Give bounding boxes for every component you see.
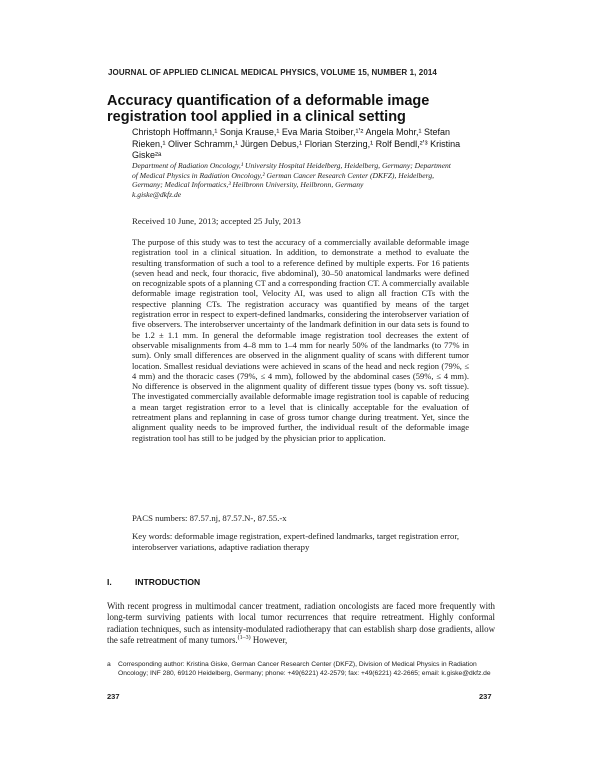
abstract: The purpose of this study was to test the accuracy of a commercially available deformable image registration tool in a clinical situation. In addition, to demonstrate a method to evaluate the resulting transformation of such a tool to a reference defined by multiple experts. For 16 patients (seven head and neck, four thoracic, five abdominal), 30–50 anatomical landmarks were defined on recognizable spots of a planning CT and a corresponding fraction CT. A commercially available deformable image registration tool, Velocity AI, was used to align all fraction CTs with the respective planning CTs. The registration accuracy was quantified by means of the target registration error in respect to expert-defined landmarks, considering the interobserver variation of five observers. The interobserver uncertainty of the landmark definition in our data sets is found to be 1.2 ± 1.1 mm. In general the deformable image registration tool decreases the extent of observable misalignments from 4–8 mm to 1–4 mm for nearly 50% of the landmarks (to 77% in sum). Only small differences are observed in the alignment quality of scans with different tumor location. Smallest residual deviations were achieved in scans of the head and neck region (79%, ≤ 4 mm) and the thoracic cases (79%, ≤ 4 mm), followed by the abdominal cases (59%, ≤ 4 mm). No difference is observed in the alignment quality of different tissue types (bony vs. soft tissue). The investigated commercially available deformable image registration tool is capable of reducing a mean target registration error to a level that is clinically acceptable for the evaluation of retreatment plans and replanning in case of gross tumor change during treatment. Yet, since the alignment quality needs to be improved further, the individual result of the deformable image registration tool has still to be judged by the physician prior to application. bbox=[132, 237, 469, 443]
section-title: INTRODUCTION bbox=[135, 577, 201, 587]
footnote-text: Corresponding author: Kristina Giske, German Cancer Research Center (DKFZ), Division of Medical Physics in Radiation Oncology; INF 280, 69120 Heidelberg, Germany; phone: +49(6221) 42-2579; fax: +49(6221) 42-2665; email: k.giske@dkfz.de bbox=[118, 661, 491, 678]
keywords: Key words: deformable image registration, expert-defined landmarks, target registration error, interobserver variations, adaptive radiation therapy bbox=[132, 531, 460, 552]
author-list: Christoph Hoffmann,¹ Sonja Krause,¹ Eva Maria Stoiber,¹ʼ² Angela Mohr,¹ Stefan Rieken,¹ Oliver Schramm,¹ Jürgen Debus,¹ Florian Sterzing,¹ Rolf Bendl,²ʼ³ Kristina Giske²ᵃ bbox=[132, 127, 461, 160]
journal-header: JOURNAL OF APPLIED CLINICAL MEDICAL PHYSICS, VOLUME 15, NUMBER 1, 2014 bbox=[108, 68, 437, 77]
citation-ref[interactable]: (1–3) bbox=[237, 634, 251, 641]
corresponding-author-footnote bbox=[107, 660, 495, 678]
footnote-mark: a bbox=[107, 661, 111, 668]
contact-email[interactable]: k.giske@dkfz.de bbox=[132, 189, 182, 199]
intro-tail: However, bbox=[250, 634, 288, 645]
introduction-paragraph bbox=[107, 601, 495, 646]
section-number: I. bbox=[107, 577, 112, 587]
affiliation-text: Department of Radiation Oncology,¹ University Hospital Heidelberg, Heidelberg, Germany; Department of Medical Physics in Radiation Oncology,² German Cancer Research Center (DKFZ), Heidelberg, Germany; Medical Informatics,³ Heilbronn University, Heilbronn, Germany bbox=[132, 161, 451, 189]
article-title: Accuracy quantification of a deformable image registration tool applied in a clinical setting bbox=[107, 93, 430, 125]
intro-body: With recent progress in multimodal cancer treatment, radiation oncologists are faced more frequently with long-term surviving patients with local tumor recurrences that require retreatment. Highly conformal radiation techniques, such as intensity-modulated radiotherapy that can establish sharp dose gradients, allow the safe retreatment of many tumors. bbox=[107, 601, 495, 645]
pacs-numbers: PACS numbers: 87.57.nj, 87.57.N-, 87.55.-x bbox=[132, 513, 287, 523]
received-dates: Received 10 June, 2013; accepted 25 July, 2013 bbox=[132, 216, 301, 226]
affiliations bbox=[132, 161, 452, 199]
section-heading-introduction bbox=[107, 577, 200, 587]
page-number-right: 237 bbox=[479, 692, 492, 701]
page-number-left: 237 bbox=[107, 692, 120, 701]
